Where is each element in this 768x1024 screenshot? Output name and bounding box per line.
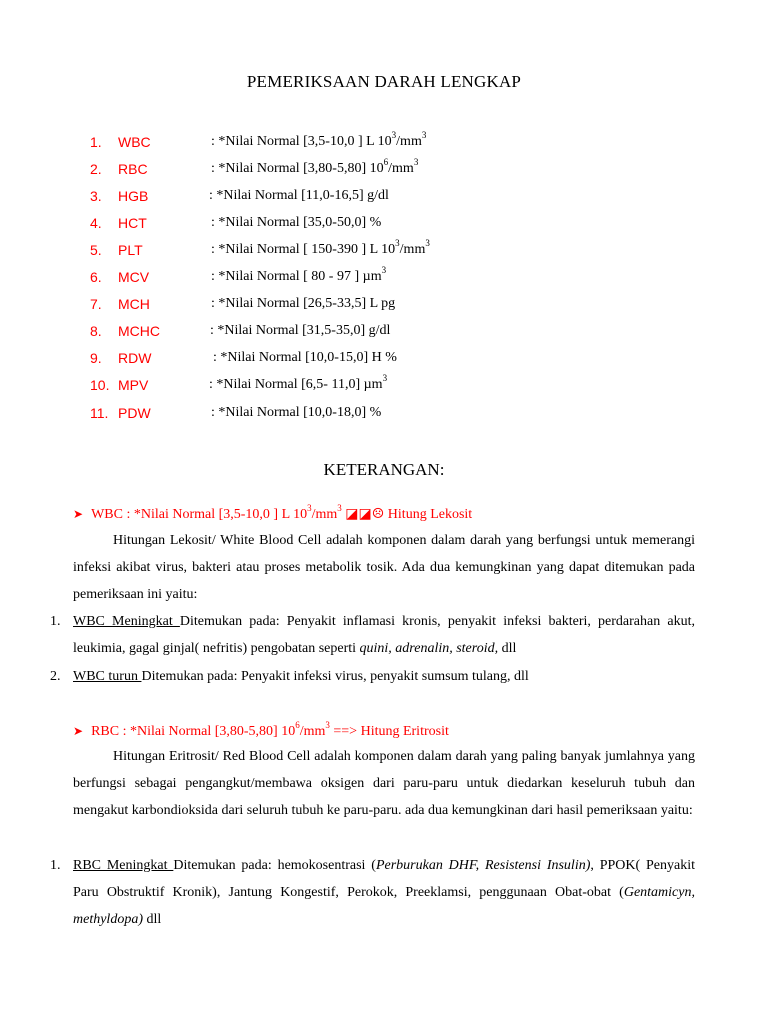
parameter-abbr: MPV xyxy=(118,377,149,393)
parameter-abbr: WBC xyxy=(118,134,151,150)
parameter-abbr: PLT xyxy=(118,242,143,258)
parameter-abbr: MCV xyxy=(118,269,150,285)
list-label: RBC Meningkat xyxy=(73,858,174,873)
parameter-abbr: HGB xyxy=(118,188,149,204)
parameter-number: 3. xyxy=(90,188,102,204)
parameter-value: : *Nilai Normal [3,80-5,80] $10^6/mm^3$ xyxy=(211,157,419,176)
rbc-heading: ➤ RBC : *Nilai Normal [3,80-5,80] $10^6/mm^3$ ==> Hitung Eritrosit xyxy=(73,720,449,739)
parameter-value: : *Nilai Normal [31,5-35,0] g/dl xyxy=(210,323,391,338)
parameter-value: : *Nilai Normal [6,5- 11,0] µm$^3$ xyxy=(209,373,388,392)
parameter-number: 4. xyxy=(90,215,102,231)
parameter-abbr: RDW xyxy=(118,350,152,366)
arrowhead-bullet-icon: ➤ xyxy=(73,724,84,738)
wbc-heading: ➤ WBC : *Nilai Normal [3,5-10,0 ] L $10^3/mm^3$ ◪◪☹ Hitung Lekosit xyxy=(73,503,473,522)
wbc-paragraph: Hitungan Lekosit/ White Blood Cell adalah komponen dalam darah yang berfungsi untuk memerangi infeksi akibat virus, bakteri atau proses metabolik tosik. Ada dua kemungkinan yang dapat ditemukan pada pemeriksaan ini yaitu: xyxy=(73,533,695,602)
list-number: 1. xyxy=(50,614,61,629)
parameter-number: 7. xyxy=(90,296,102,312)
parameter-abbr: MCHC xyxy=(118,323,160,339)
arrowhead-bullet-icon: ➤ xyxy=(73,507,84,521)
parameter-value: : *Nilai Normal [3,5-10,0 ] L $10^3/mm^3$ xyxy=(211,130,427,149)
parameter-value: : *Nilai Normal [35,0-50,0] % xyxy=(211,215,382,230)
parameter-abbr: RBC xyxy=(118,161,148,177)
parameter-number: 8. xyxy=(90,323,102,339)
parameter-number: 1. xyxy=(90,134,102,150)
parameter-number: 9. xyxy=(90,350,102,366)
parameter-value: : *Nilai Normal [26,5-33,5] L pg xyxy=(211,296,396,311)
parameter-number: 5. xyxy=(90,242,102,258)
list-number: 2. xyxy=(50,669,61,684)
parameter-number: 11. xyxy=(90,405,109,421)
list-label: WBC Meningkat xyxy=(73,614,180,629)
parameter-abbr: HCT xyxy=(118,215,147,231)
rbc-paragraph: Hitungan Eritrosit/ Red Blood Cell adalah komponen dalam darah yang paling banyak jumlahnya yang berfungsi sebagai pengangkut/membawa oksigen dari paru-paru untuk diedarkan keseluruh tubuh dan mengakut karbondioksida dari seluruh tubuh ke paru-paru. ada dua kemungkinan dari hasil pemeriksaan yaitu: xyxy=(73,749,695,818)
list-number: 1. xyxy=(50,858,61,873)
section-title-keterangan: KETERANGAN: xyxy=(323,460,445,479)
parameter-abbr: PDW xyxy=(118,405,151,421)
parameter-number: 10. xyxy=(90,377,110,393)
parameter-number: 2. xyxy=(90,161,102,177)
parameter-value: : *Nilai Normal [11,0-16,5] g/dl xyxy=(209,188,389,203)
parameter-value: : *Nilai Normal [10,0-15,0] H % xyxy=(213,350,397,365)
parameter-value: : *Nilai Normal [ 150-390 ] L $10^3/mm^3$ xyxy=(211,238,430,257)
parameter-abbr: MCH xyxy=(118,296,150,312)
page-title: PEMERIKSAAN DARAH LENGKAP xyxy=(246,72,522,91)
list-label: WBC turun xyxy=(73,669,142,684)
list-text: WBC turun Ditemukan pada: Penyakit infeksi virus, penyakit sumsum tulang, dll xyxy=(73,669,529,684)
parameter-value: : *Nilai Normal [10,0-18,0] % xyxy=(211,405,382,420)
parameter-number: 6. xyxy=(90,269,102,285)
list-text: RBC Meningkat Ditemukan pada: hemokosentrasi (Perburukan DHF, Resistensi Insulin), PPOK( Penyakit Paru Obstruktif Kronik), Jantung Kongestif, Perokok, Preeklamsi, penggunaan Obat-obat (Gentamicyn, methyldopa) dll xyxy=(73,858,696,927)
parameter-value: : *Nilai Normal [ 80 - 97 ] µm$^3$ xyxy=(211,265,387,284)
list-text: WBC Meningkat Ditemukan pada: Penyakit inflamasi kronis, penyakit infeksi bakteri, perdarahan akut, leukimia, gagal ginjal( nefritis) pengobatan seperti quini, adrenalin, steroid, dll xyxy=(73,614,696,656)
